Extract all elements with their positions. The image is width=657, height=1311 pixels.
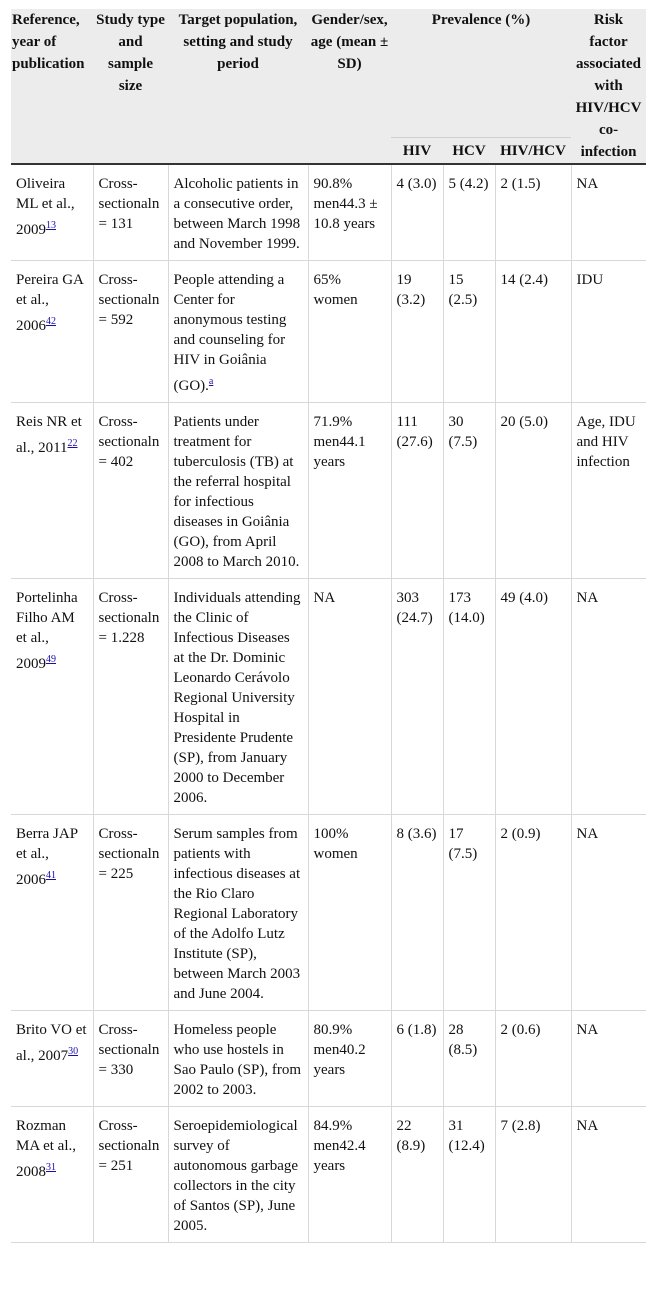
cell-hiv: 6 (1.8) [391, 1011, 443, 1107]
cell-hiv: 111 (27.6) [391, 403, 443, 579]
cell-hcv: 15 (2.5) [443, 261, 495, 403]
header-risk: Risk factor associated with HIV/HCV co-infection [571, 9, 646, 164]
reference-text: Rozman MA et al., 2008 [16, 1118, 76, 1180]
cell-hiv-hcv: 49 (4.0) [495, 579, 571, 815]
cell-hcv: 173 (14.0) [443, 579, 495, 815]
cell-hiv: 19 (3.2) [391, 261, 443, 403]
reference-text: Pereira GA et al., 2006 [16, 272, 84, 334]
table-header [11, 9, 646, 164]
cell-hiv: 303 (24.7) [391, 579, 443, 815]
table-row [11, 403, 646, 579]
table-row [11, 164, 646, 261]
cell-gender: 71.9% men44.1 years [308, 403, 391, 579]
cell-risk: IDU [571, 261, 646, 403]
header-hiv-hcv: HIV/HCV [495, 138, 571, 164]
target-text: Alcoholic patients in a consecutive order, between March 1998 and November 1999. [173, 176, 301, 252]
table-row [11, 1107, 646, 1243]
target-text: Serum samples from patients with infectious diseases at the Rio Claro Regional Laboratory of the Adolfo Lutz Institute (SP), between March 2003 and June 2004. [173, 826, 301, 1002]
cell-study-type: Cross-sectionaln = 251 [93, 1107, 168, 1243]
cell-gender: 90.8% men44.3 ± 10.8 years [308, 164, 391, 261]
footnote-link[interactable]: a [208, 376, 214, 387]
cell-study-type: Cross-sectionaln = 225 [93, 815, 168, 1011]
target-text: Patients under treatment for tuberculosis (TB) at the referral hospital for infectious diseases in Goiânia (GO), from April 2008 to March 2010. [173, 414, 300, 570]
cell-hiv-hcv: 14 (2.4) [495, 261, 571, 403]
cell-hcv: 28 (8.5) [443, 1011, 495, 1107]
cell-target [168, 815, 308, 1011]
target-text: Seroepidemiological survey of autonomous garbage collectors in the city of Santos (SP), June 2005. [173, 1118, 299, 1234]
cell-risk: NA [571, 579, 646, 815]
citation-link[interactable]: 41 [46, 870, 56, 881]
cell-target [168, 1107, 308, 1243]
cell-hiv-hcv: 20 (5.0) [495, 403, 571, 579]
cell-gender: 65% women [308, 261, 391, 403]
target-text: Homeless people who use hostels in Sao Paulo (SP), from 2002 to 2003. [173, 1022, 301, 1098]
header-hiv: HIV [391, 138, 443, 164]
cell-risk: NA [571, 1107, 646, 1243]
header-target: Target population, setting and study period [168, 9, 308, 164]
cell-hcv: 5 (4.2) [443, 164, 495, 261]
cell-target [168, 164, 308, 261]
header-study-type: Study type and sample size [93, 9, 168, 164]
cell-target [168, 261, 308, 403]
cell-hcv: 17 (7.5) [443, 815, 495, 1011]
cell-gender: 84.9% men42.4 years [308, 1107, 391, 1243]
cell-study-type: Cross-sectionaln = 592 [93, 261, 168, 403]
cell-study-type: Cross-sectionaln = 1.228 [93, 579, 168, 815]
cell-gender: NA [308, 579, 391, 815]
header-hcv: HCV [443, 138, 495, 164]
cell-hiv-hcv: 2 (0.6) [495, 1011, 571, 1107]
cell-risk: NA [571, 815, 646, 1011]
header-gender: Gender/sex, age (mean ± SD) [308, 9, 391, 164]
cell-risk: Age, IDU and HIV infection [571, 403, 646, 579]
cell-hiv-hcv: 2 (0.9) [495, 815, 571, 1011]
citation-link[interactable]: 49 [46, 654, 56, 665]
cell-risk: NA [571, 164, 646, 261]
cell-hiv-hcv: 7 (2.8) [495, 1107, 571, 1243]
cell-reference [11, 1011, 93, 1107]
table-body [11, 164, 646, 1243]
citation-link[interactable]: 31 [46, 1162, 56, 1173]
prevalence-table [11, 9, 646, 1243]
citation-link[interactable]: 30 [68, 1046, 79, 1057]
cell-reference [11, 815, 93, 1011]
reference-text: Berra JAP et al., 2006 [16, 826, 78, 888]
cell-hcv: 31 (12.4) [443, 1107, 495, 1243]
cell-risk: NA [571, 1011, 646, 1107]
cell-hiv: 4 (3.0) [391, 164, 443, 261]
reference-text: Brito VO et al., 2007 [16, 1022, 87, 1064]
cell-study-type: Cross-sectionaln = 402 [93, 403, 168, 579]
cell-hiv: 22 (8.9) [391, 1107, 443, 1243]
citation-link[interactable]: 22 [67, 438, 78, 449]
cell-study-type: Cross-sectionaln = 330 [93, 1011, 168, 1107]
cell-gender: 80.9% men40.2 years [308, 1011, 391, 1107]
cell-target [168, 1011, 308, 1107]
cell-target [168, 403, 308, 579]
reference-text: Oliveira ML et al., 2009 [16, 176, 75, 238]
cell-reference [11, 1107, 93, 1243]
reference-text: Portelinha Filho AM et al., 2009 [16, 590, 78, 672]
cell-hiv: 8 (3.6) [391, 815, 443, 1011]
reference-text: Reis NR et al., 2011 [16, 414, 82, 456]
table-row [11, 1011, 646, 1107]
header-prevalence: Prevalence (%) [391, 9, 571, 138]
header-reference: Reference, year of publication [11, 9, 93, 164]
citation-link[interactable]: 42 [46, 316, 56, 327]
table-row [11, 579, 646, 815]
citation-link[interactable]: 13 [46, 220, 56, 231]
cell-reference [11, 403, 93, 579]
cell-gender: 100% women [308, 815, 391, 1011]
target-text: Individuals attending the Clinic of Infectious Diseases at the Dr. Dominic Leonardo Cerávolo Regional University Hospital in Presidente Prudente (SP), from January 2000 to December 2006. [173, 590, 301, 806]
cell-reference [11, 579, 93, 815]
cell-reference [11, 164, 93, 261]
cell-study-type: Cross-sectionaln = 131 [93, 164, 168, 261]
cell-hcv: 30 (7.5) [443, 403, 495, 579]
table-row [11, 261, 646, 403]
table-row [11, 815, 646, 1011]
cell-target [168, 579, 308, 815]
cell-reference [11, 261, 93, 403]
cell-hiv-hcv: 2 (1.5) [495, 164, 571, 261]
target-text: People attending a Center for anonymous testing and counseling for HIV in Goiânia (GO). [173, 272, 287, 394]
